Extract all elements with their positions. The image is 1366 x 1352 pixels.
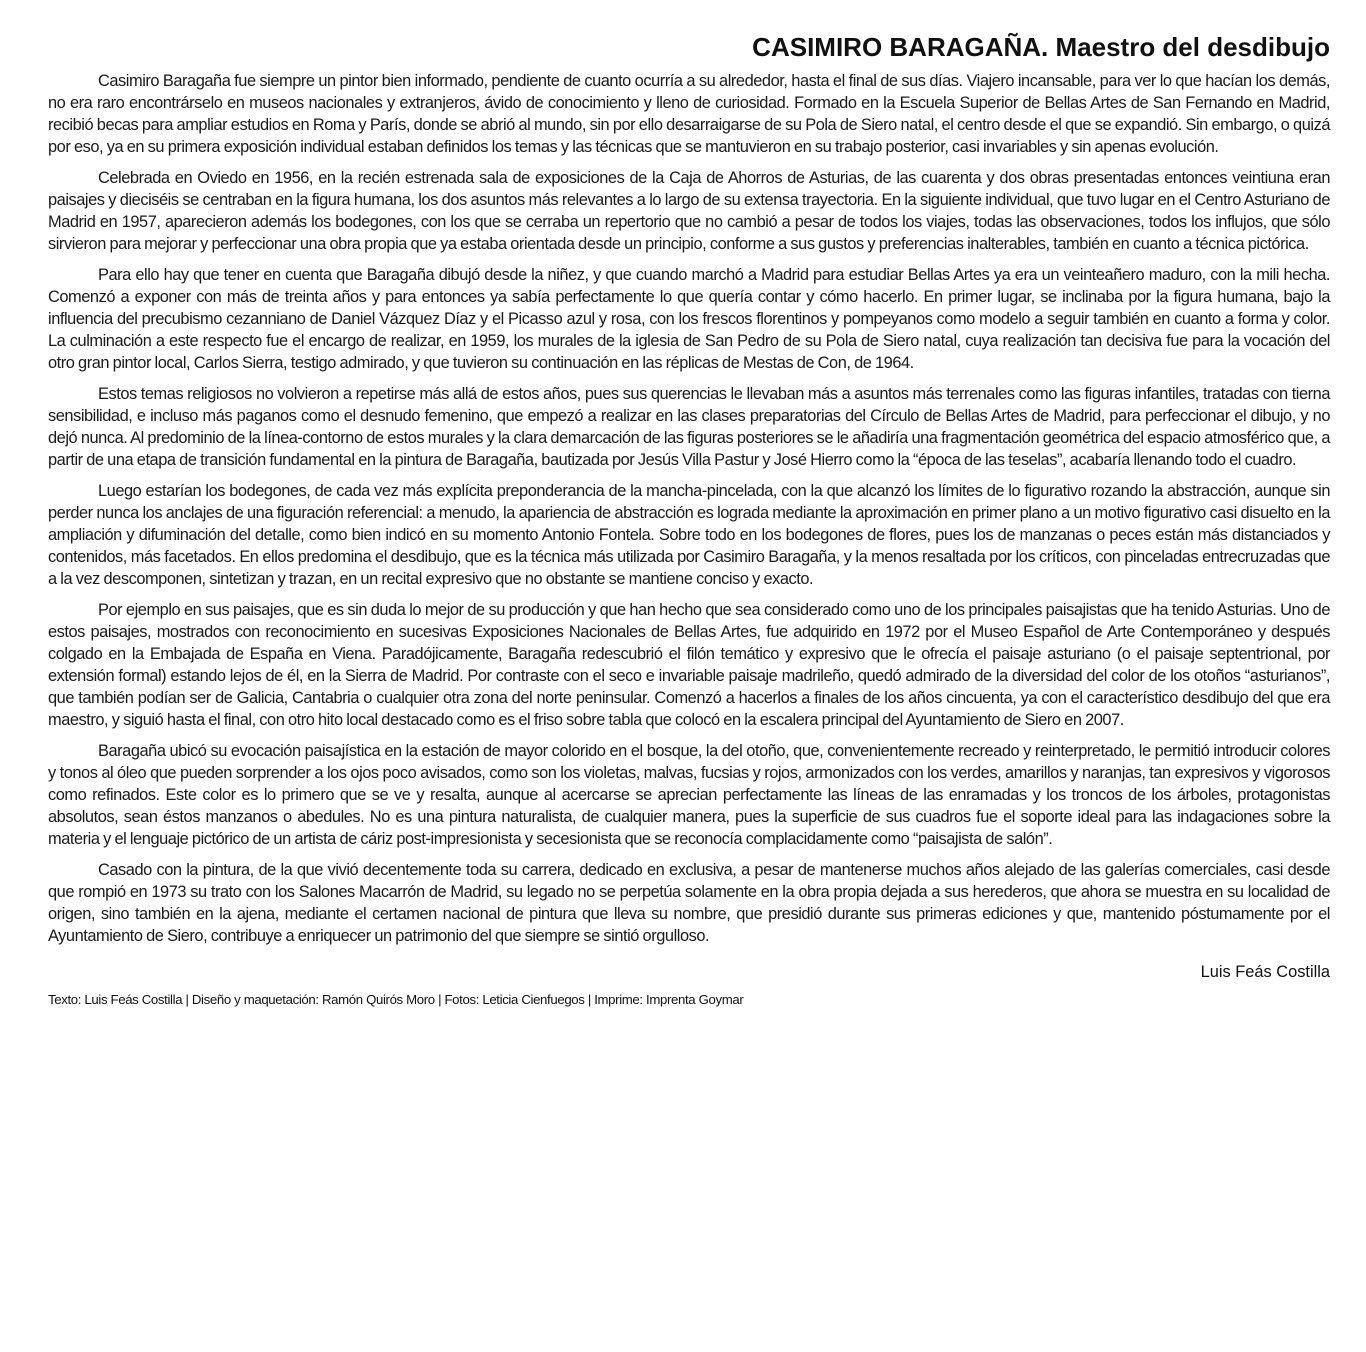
paragraph-4: Estos temas religiosos no volvieron a repetirse más allá de estos años, pues sus querencias le llevaban más a asuntos más terrenales como las figuras infantiles, tratadas con tierna sensibilidad, e incluso más paganos como el desnudo femenino, que empezó a realizar en las clases preparatorias del Círculo de Bellas Artes de Madrid, para perfeccionar el dibujo, y no dejó nunca. Al predominio de la línea-contorno de estos murales y la clara demarcación de las figuras posteriores se le añadiría una fragmentación geométrica del espacio atmosférico que, a partir de una etapa de transición fundamental en la pintura de Baragaña, bautizada por Jesús Villa Pastur y José Hierro como la “época de las teselas”, acabaría llenando todo el cuadro. [48,385,1330,469]
paragraph-1: Casimiro Baragaña fue siempre un pintor bien informado, pendiente de cuanto ocurría a su alrededor, hasta el final de sus días. Viajero incansable, para ver lo que hacían los demás, no era raro encontrárselo en museos nacionales y extranjeros, ávido de conocimiento y lleno de curiosidad. Formado en la Escuela Superior de Bellas Artes de San Fernando en Madrid, recibió becas para ampliar estudios en Roma y París, donde se abrió al mundo, sin por ello desarraigarse de su Pola de Siero natal, el centro desde el que se expandió. Sin embargo, o quizá por eso, ya en su primera exposición individual estaban definidos los temas y las técnicas que se mantuvieron en su trabajo posterior, casi invariables y sin apenas evolución. [48,72,1330,156]
document-page [48,30,1330,1009]
paragraph-2: Celebrada en Oviedo en 1956, en la recién estrenada sala de exposiciones de la Caja de Ahorros de Asturias, de las cuarenta y dos obras presentadas entonces veintiuna eran paisajes y dieciséis se centraban en la figura humana, los dos asuntos más relevantes a lo largo de su extensa trayectoria. En la siguiente individual, que tuvo lugar en el Centro Asturiano de Madrid en 1957, aparecieron además los bodegones, con los que se cerraba un repertorio que no cambió a pesar de todos los viajes, todas las observaciones, todos los influjos, que sólo sirvieron para mejorar y perfeccionar una obra propia que ya estaba orientada desde un principio, conforme a sus gustos y preferencias inalterables, también en cuanto a técnica pictórica. [48,169,1330,253]
article-title: CASIMIRO BARAGAÑA. Maestro del desdibujo [752,32,1330,62]
author-signature: Luis Feás Costilla [1200,963,1330,981]
paragraph-7: Baragaña ubicó su evocación paisajística en la estación de mayor colorido en el bosque, la del otoño, que, convenientemente recreado y reinterpretado, le permitió introducir colores y tonos al óleo que pueden sorprender a los ojos poco avisados, como son los violetas, malvas, fucsias y rojos, armonizados con los verdes, amarillos y naranjas, tan expresivos y vigorosos como refinados. Este color es lo primero que se ve y resalta, aunque al acercarse se aprecian perfectamente las líneas de las enramadas y los troncos de los árboles, protagonistas absolutos, sean éstos manzanos o abedules. No es una pintura naturalista, de cualquier manera, pues la superficie de sus cuadros fue el soporte ideal para las indagaciones sobre la materia y el lenguaje pictórico de un artista de cáriz post-impresionista y secesionista que se reconocía complacidamente como “paisajista de salón”. [48,742,1330,848]
paragraph-8: Casado con la pintura, de la que vivió decentemente toda su carrera, dedicado en exclusiva, a pesar de mantenerse muchos años alejado de las galerías comerciales, casi desde que rompió en 1973 su trato con los Salones Macarrón de Madrid, su legado no se perpetúa solamente en la obra propia dejada a sus herederos, que ahora se muestra en su localidad de origen, sino también en la ajena, mediante el certamen nacional de pintura que lleva su nombre, que presidió durante sus primeras ediciones y que, mantenido póstumamente por el Ayuntamiento de Siero, contribuye a enriquecer un patrimonio del que siempre se sintió orgulloso. [48,861,1330,945]
paragraph-3: Para ello hay que tener en cuenta que Baragaña dibujó desde la niñez, y que cuando marchó a Madrid para estudiar Bellas Artes ya era un veinteañero maduro, con la mili hecha. Comenzó a exponer con más de treinta años y para entonces ya sabía perfectamente lo que quería contar y cómo hacerlo. En primer lugar, se inclinaba por la figura humana, bajo la influencia del precubismo cezanniano de Daniel Vázquez Díaz y el Picasso azul y rosa, con los frescos florentinos y pompeyanos como modelo a seguir también en cuanto a forma y color. La culminación a este respecto fue el encargo de realizar, en 1959, los murales de la iglesia de San Pedro de su Pola de Siero natal, cuya realización tan decisiva fue para la vocación del otro gran pintor local, Carlos Sierra, testigo admirado, y que tuvieron su continuación en las réplicas de Mestas de Con, de 1964. [48,266,1330,372]
credits-line: Texto: Luis Feás Costilla | Diseño y maquetación: Ramón Quirós Moro | Fotos: Leticia Cienfuegos | Imprime: Imprenta Goymar [48,992,744,1007]
article-body [48,70,1330,947]
paragraph-6: Por ejemplo en sus paisajes, que es sin duda lo mejor de su producción y que han hecho que sea considerado como uno de los principales paisajistas que ha tenido Asturias. Uno de estos paisajes, mostrados con reconocimiento en sucesivas Exposiciones Nacionales de Bellas Artes, fue adquirido en 1972 por el Museo Español de Arte Contemporáneo y después colgado en la Embajada de España en Viena. Paradójicamente, Baragaña redescubrió el filón temático y expresivo que le ofrecía el paisaje asturiano (o el paisaje septentrional, por extensión formal) estando lejos de él, en la Sierra de Madrid. Por contraste con el seco e invariable paisaje madrileño, quedó admirado de la diversidad del color de los otoños “asturianos”, que también podían ser de Galicia, Cantabria o cualquier otra zona del norte peninsular. Comenzó a hacerlos a finales de los años cincuenta, ya con el característico desdibujo del que era maestro, y siguió hasta el final, con otro hito local destacado como es el friso sobre tabla que colocó en la escalera principal del Ayuntamiento de Siero en 2007. [48,601,1330,729]
paragraph-5: Luego estarían los bodegones, de cada vez más explícita preponderancia de la mancha-pincelada, con la que alcanzó los límites de lo figurativo rozando la abstracción, aunque sin perder nunca los anclajes de una figuración referencial: a menudo, la apariencia de abstracción es lograda mediante la aproximación en primer plano a un motivo figurativo casi disuelto en la ampliación y difuminación del detalle, como bien indicó en su momento Antonio Fontela. Sobre todo en los bodegones de flores, pues los de manzanas o peces están más distanciados y contenidos, más facetados. En ellos predomina el desdibujo, que es la técnica más utilizada por Casimiro Baragaña, y la menos resaltada por los críticos, con pinceladas entrecruzadas que a la vez descomponen, sintetizan y trazan, en un recital expresivo que no obstante se mantiene conciso y exacto. [48,482,1330,588]
